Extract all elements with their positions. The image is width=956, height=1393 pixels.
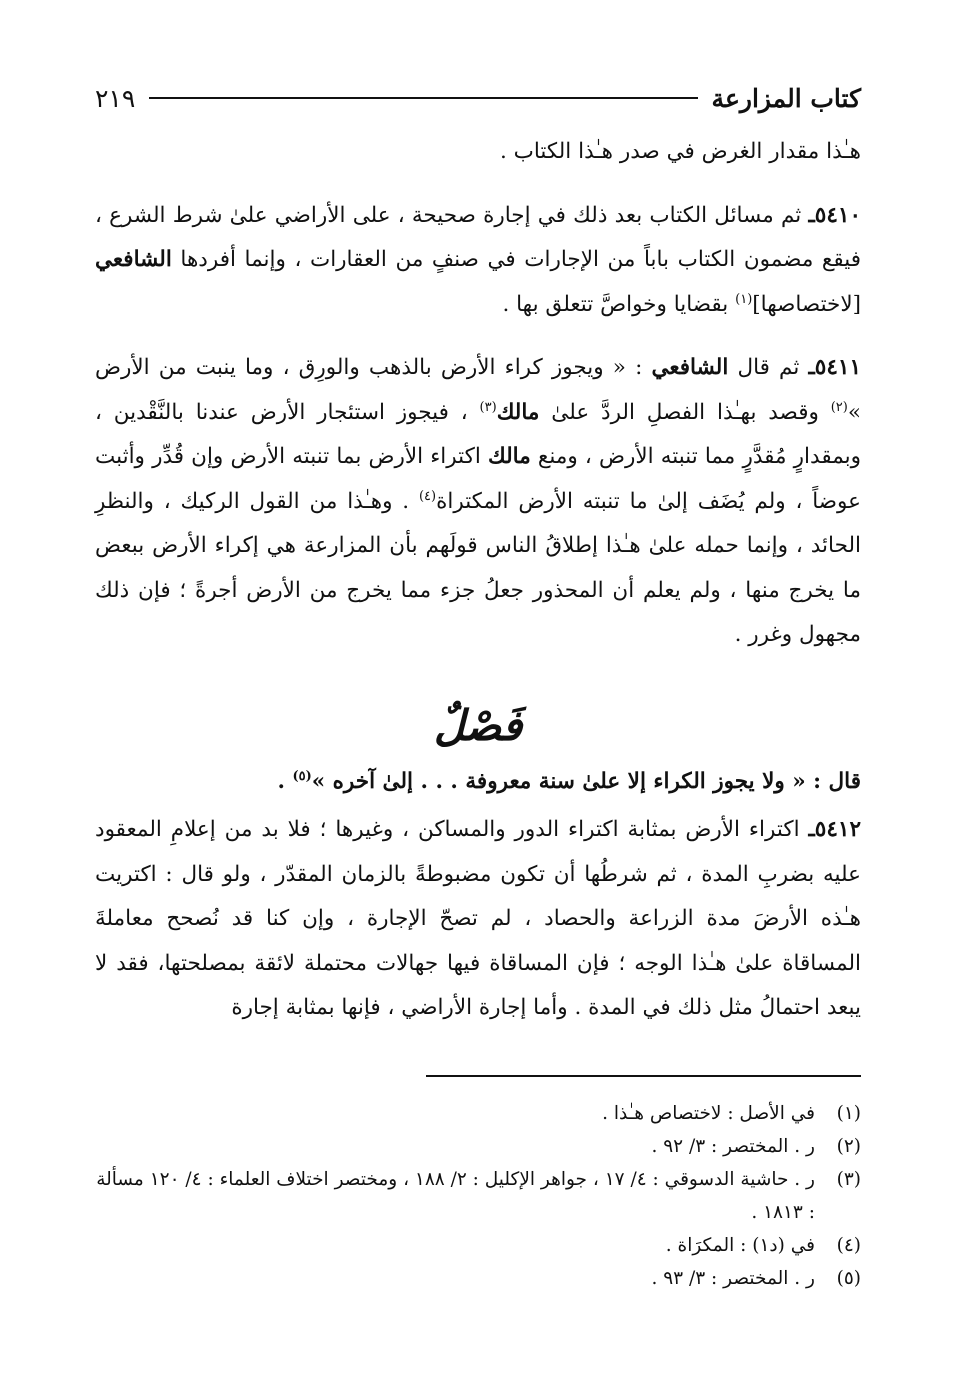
name-malik: مالك bbox=[488, 444, 531, 469]
footnote-number: (٤) bbox=[836, 1235, 861, 1256]
paragraph-number: ٥٤١٠ـ bbox=[808, 202, 861, 228]
footnote bbox=[90, 1097, 861, 1130]
footnote bbox=[90, 1130, 861, 1163]
footnote-ref[interactable]: (٤) bbox=[418, 488, 437, 504]
footnote-number: (٣) bbox=[836, 1169, 861, 1190]
name-malik: مالك bbox=[496, 399, 540, 425]
footnotes bbox=[90, 1097, 861, 1295]
paragraph-5410: ٥٤١٠ـ ثم مسائل الكتاب بعد ذلك في إجارة صحيحة ، على الأراضي علىٰ شرط الشرع ، فيقع مضمون الكتاب باباً من الإجارات في صنفٍ من العقارات ، وإنما أفردها الشافعي [لاختصاصها]$^{(١)}$ بقضايا وخواصَّ تتعلق بها . bbox=[95, 202, 861, 317]
chapter-title: كتاب المزارعة bbox=[711, 83, 861, 113]
footnote bbox=[90, 1262, 861, 1295]
footnote-number: (١) bbox=[836, 1103, 861, 1124]
main-text bbox=[95, 130, 861, 1031]
paragraph-number: ٥٤١٢ـ bbox=[808, 817, 861, 842]
paragraph-intro: هـٰذا مقدار الغرض في صدر هـٰذا الكتاب . bbox=[499, 139, 861, 164]
footnote-ref[interactable]: (٢) bbox=[830, 399, 848, 415]
footnote-ref[interactable]: (٥) bbox=[292, 768, 312, 784]
footnote-number: (٥) bbox=[836, 1268, 861, 1289]
footnote-text: ر . المختصر : ٣/ ٩٢ . bbox=[651, 1136, 815, 1157]
running-header bbox=[95, 78, 861, 118]
section-heading: فَصْلٌ bbox=[433, 700, 523, 750]
footnote-separator bbox=[426, 1075, 861, 1077]
page-number: ٢١٩ bbox=[95, 83, 136, 113]
paragraph-number: ٥٤١١ـ bbox=[808, 355, 861, 380]
footnote-text: ر . حاشية الدسوقي : ٤/ ١٧ ، جواهر الإكليل : ٢/ ١٨٨ ، ومختصر اختلاف العلماء : ٤/ ١٢٠ مسألة : ١٨١٣ . bbox=[96, 1169, 815, 1223]
footnote-ref[interactable]: (١) bbox=[735, 291, 753, 307]
footnote-text: في (د١) : المكرَاة . bbox=[665, 1235, 815, 1256]
footnote-text: ر . المختصر : ٣/ ٩٣ . bbox=[651, 1268, 815, 1289]
paragraph-5411: ٥٤١١ـ ثم قال الشافعي : « ويجوز كراء الأرض بالذهب والورِق ، وما ينبت من الأرض »$^{(٢)}$ وقصد بهـٰذا الفصلِ الردَّ علىٰ مالك$^{(٣)}$ ، فيجوز استئجار الأرض عندنا بالنَّقْدين ، وبمقدارٍ مُقدَّرٍ مما تنبته الأرض ، ومنع مالك اكتراء الأرض بما تنبته الأرض وإن قُدِّر وأثبت عوضاً ، ولم يُضَف إلىٰ ما تنبته الأرض المكتراة$^{(٤)}$ . وهـٰذا من القول الركيك ، والنظرِ الحائد ، وإنما حمله علىٰ هـٰذا إطلاقُ الناس قولَهم بأن المزارعة هي إكراء الأرض ببعض ما يخرج منها ، ولم يعلم أن المحذور جعلُ جزء مما يخرج من الأرض أجرةً ؛ فإن ذلك مجهول وغرر . bbox=[95, 355, 862, 647]
footnote-text: في الأصل : لاختصاص هـٰذا . bbox=[602, 1103, 815, 1124]
footnote bbox=[90, 1163, 861, 1229]
name-shafii: الشافعي bbox=[651, 355, 729, 380]
paragraph-5412: ٥٤١٢ـ اكتراء الأرض بمثابة اكتراء الدور والمساكن ، وغيرها ؛ فلا بد من إعلامِ المعقود عليه بضربِ المدة ، ثم شرطُها أن تكون مضبوطةً بالزمان المقدّر ، ولو قال : اكتريت هـٰذه الأرضَ مدة الزراعة والحصاد ، لم تصحّ الإجارة ، وإن كنا قد نُصحح معاملةَ المساقاة علىٰ هـٰذا الوجه ؛ فإن المساقاة فيها جهالات محتملة لائقة بمصلحتها، فقد لا يبعد احتمالُ مثل ذلك في المدة . وأما إجارة الأراضي ، فإنها بمثابة إجارة bbox=[95, 817, 861, 1020]
header-rule bbox=[149, 97, 697, 99]
name-shafii: الشافعي bbox=[95, 247, 172, 272]
quoted-rule: قال : « ولا يجوز الكراء إلا علىٰ سنة معروفة . . . إلىٰ آخره »$^{(٥)}$ . bbox=[277, 768, 861, 794]
footnote bbox=[90, 1229, 861, 1262]
footnote-ref[interactable]: (٣) bbox=[479, 399, 497, 415]
footnote-number: (٢) bbox=[836, 1136, 861, 1157]
